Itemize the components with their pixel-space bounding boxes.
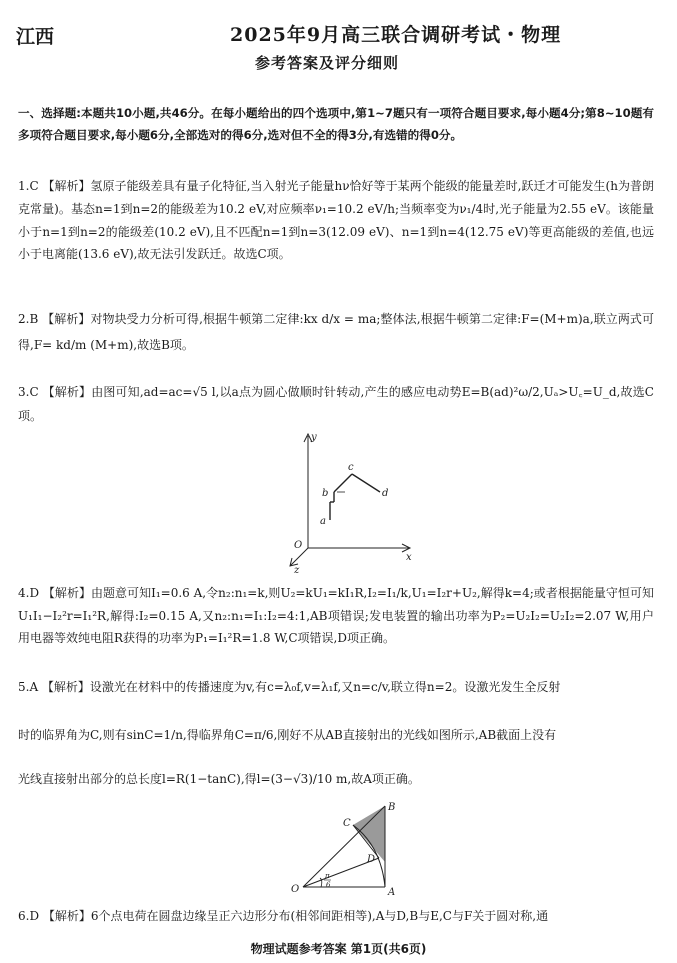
answer-4: 4.D 【解析】由题意可知I₁=0.6 A,令n₂:n₁=k,则U₂=kU₁=kI₁R,I₂=I₁/k,U₁=I₂r+U₂,解得k=4;或者根据能量守恒可知U₁I₁−I₂²r=I₁²R,解得:I₂=0.15 A,又n₂:n₁=I₁:I₂=4:1,AB项错误;发电装置的输出功率为P₂=U₂I₂=U₂I₂=2.07 W,用户用电器等效纯电阻R获得的功率为P₁=I₁²R=1.8 W,C项错误,D项正确。	[18, 586, 654, 645]
segment-cd	[352, 474, 380, 492]
fig1-label-c: c	[348, 462, 354, 473]
fig2-label-A: A	[388, 887, 396, 898]
fig1-label-b: b	[322, 488, 329, 499]
fig1-label-z: z	[294, 565, 300, 575]
fig2-angle-6: 6	[326, 881, 331, 889]
answer-6: 6.D 【解析】6个点电荷在圆盘边缘呈正六边形分布(相邻间距相等),A与D,B与E,C与F关于圆对称,通	[18, 909, 549, 923]
page-title: 2025年9月高三联合调研考试・物理	[230, 24, 562, 46]
fig2-label-C: C	[343, 818, 351, 829]
fig1-label-x: x	[406, 552, 412, 563]
fig1-label-a: a	[320, 516, 326, 527]
answer-5-line-1: 5.A 【解析】设激光在材料中的传播速度为v,有c=λ₀f,v=λ₁f,又n=c/v,联立得n=2。设激光发生全反射	[18, 680, 561, 694]
page-subtitle: 参考答案及评分细则	[255, 54, 400, 72]
fig2-angle-pi: π	[325, 872, 330, 880]
figure-rotating-conductor	[282, 430, 422, 575]
page-footer: 物理试题参考答案 第1页(共6页)	[250, 942, 427, 956]
fig2-label-D: D	[367, 854, 376, 865]
fig1-label-d: d	[382, 488, 389, 499]
answer-2: 2.B 【解析】对物块受力分析可得,根据牛顿第二定律:kx d/x = ma;整体法,根据牛顿第二定律:F=(M+m)a,联立两式可得,F= kd/m (M+m),故选B项。	[18, 312, 654, 352]
answer-3: 3.C 【解析】由图可知,ad=ac=√5 l,以a点为圆心做顺时针转动,产生的感应电动势E=B(ad)²ω/2,Uₐ>U꜀=U_d,故选C项。	[18, 385, 654, 423]
fig1-label-O: O	[294, 540, 303, 551]
section-instructions: 一、选择题:本题共10小题,共46分。在每小题给出的四个选项中,第1~7题只有一项符合题目要求,每小题4分;第8~10题有多项符合题目要求,每小题6分,全部选对的得6分,选对但不全的得3分,有选错的得0分。	[18, 106, 654, 142]
fig1-label-y: y	[311, 432, 317, 443]
fig2-label-B: B	[388, 802, 396, 813]
region-label: 江西	[16, 26, 55, 48]
answer-5-line-3: 光线直接射出部分的总长度l=R(1−tanC),得l=(3−√3)/10 m,故A项正确。	[18, 772, 420, 786]
figure-quarter-circle-optics	[285, 800, 410, 900]
answer-1: 1.C 【解析】氢原子能级差具有量子化特征,当入射光子能量hν恰好等于某两个能级的能量差时,跃迁才可能发生(h为普朗克常量)。基态n=1到n=2的能级差为10.2 eV,对应频率ν₁=10.2 eV/h;当频率变为ν₁/4时,光子能量为2.55 eV。该能量小于n=1到n=2的能级差(10.2 eV),且不匹配n=1到n=3(12.09 eV)、n=1到n=4(12.75 eV)等更高能级的差值,也远小于电离能(13.6 eV),故无法引发跃迁。故选C项。	[18, 179, 654, 262]
segment-bc	[334, 474, 352, 492]
fig2-label-O: O	[291, 884, 300, 895]
answer-5-line-2: 时的临界角为C,则有sinC=1/n,得临界角C=π/6,刚好不从AB直接射出的光线如图所示,AB截面上没有	[18, 728, 557, 742]
